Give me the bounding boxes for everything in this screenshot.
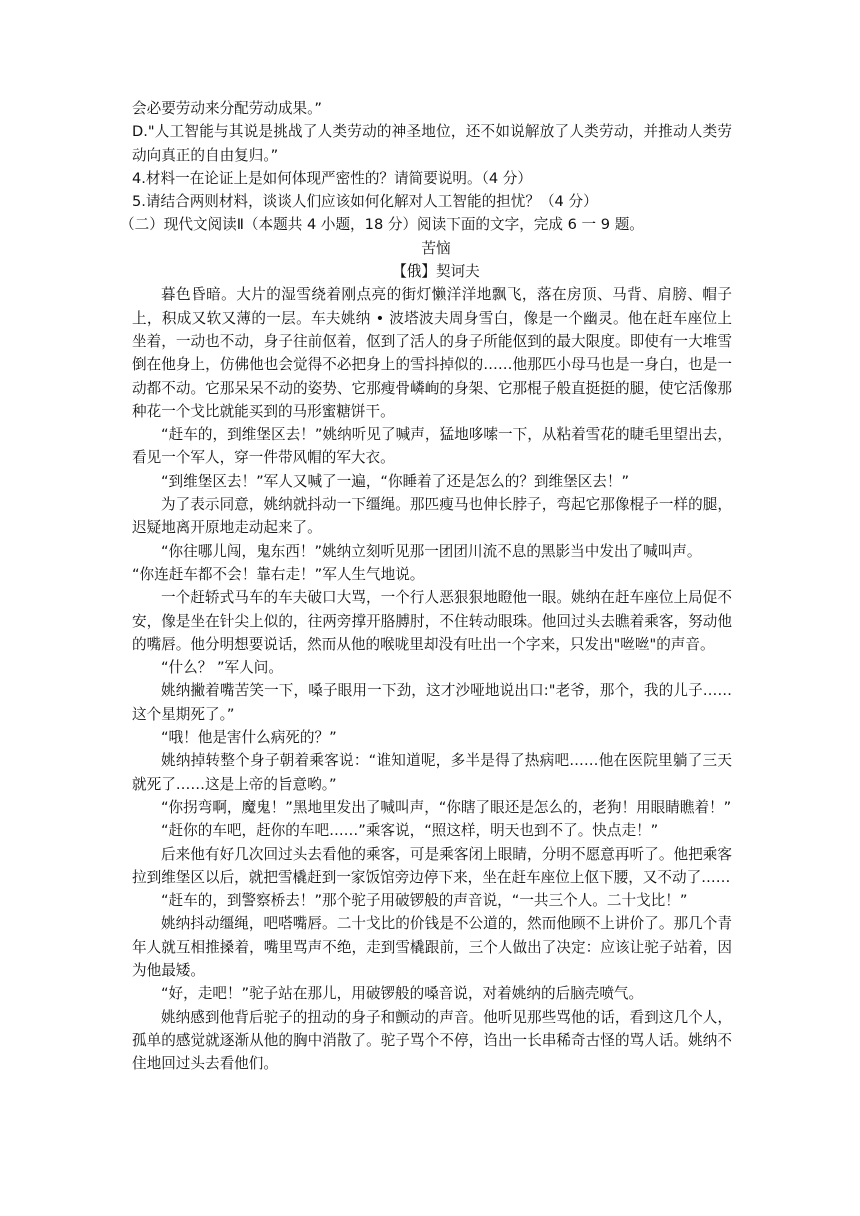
story-author: 【俄】契诃夫 — [392, 263, 480, 281]
story-title: 苦恼 — [421, 239, 451, 257]
paragraph: “什么？ ”军人问。 — [161, 659, 283, 677]
question-5: 5.请结合两则材料，谈谈人们应该如何化解对人工智能的担忧？（4 分） — [132, 193, 598, 211]
paragraph: “赶你的车吧，赶你的车吧……”乘客说，“照这样，明天也到不了。快点走！” — [161, 822, 659, 840]
question-4: 4.材料一在论证上是如何体现严密性的？请简要说明。（4 分） — [132, 169, 532, 187]
paragraph: 姚纳抖动缰绳，吧嗒嘴唇。二十戈比的价钱是不公道的，然而他顾不上讲价了。那几个青年人就互相推搡着，嘴里骂声不绝，走到雪橇跟前，三个人做出了决定：应该让驼子站着，因为他最矮。 — [132, 915, 732, 979]
paragraph: 姚纳掉转整个身子朝着乘客说：“谁知道呢，多半是得了热病吧……他在医院里躺了三天就死了……这是上帝的旨意哟。” — [132, 752, 732, 793]
paragraph: “你连赶车都不会！靠右走！”军人生气地说。 — [132, 565, 425, 583]
paragraph: 后来他有好几次回过头去看他的乘客，可是乘客闭上眼睛，分明不愿意再听了。他把乘客拉到维堡区以后，就把雪橇赶到一家饭馆旁边停下来，坐在赶车座位上伛下腰，又不动了…… — [132, 845, 732, 886]
paragraph: “你拐弯啊，魔鬼！”黑地里发出了喊叫声，“你瞎了眼还是怎么的，老狗！用眼睛瞧着！” — [161, 798, 732, 816]
paragraph: 姚纳感到他背后驼子的扭动的身子和颤动的声音。他听见那些骂他的话，看到这几个人，孤单的感觉就逐渐从他的胸中消散了。驼子骂个不停，诌出一长串稀奇古怪的骂人话。姚纳不住地回过头去看他们。 — [132, 1008, 732, 1073]
paragraph: “赶车的，到维堡区去！”姚纳听见了喊声，猛地哆嗦一下，从粘着雪花的睫毛里望出去，看见一个军人，穿一件带风帽的军大衣。 — [132, 426, 732, 467]
paragraph: 一个赶轿式马车的车夫破口大骂，一个行人恶狠狠地瞪他一眼。姚纳在赶车座位上局促不安，像是坐在针尖上似的，往两旁撑开胳膊肘，不住转动眼珠。他回过头去瞧着乘客，努动他的嘴唇。他分明想要说话，然而从他的喉咙里却没有吐出一个字来，只发出"咝咝"的声音。 — [132, 589, 732, 653]
option-d: D."人工智能与其说是挑战了人类劳动的神圣地位，还不如说解放了人类劳动，并推动人类劳动向真正的自由复归。” — [132, 123, 732, 164]
document-body — [120, 97, 732, 1075]
paragraph: 为了表示同意，姚纳就抖动一下缰绳。那匹瘦马也伸长脖子，弯起它那像棍子一样的腿，迟疑地离开原地走动起来了。 — [132, 496, 732, 537]
paragraph: “赶车的，到警察桥去！”那个驼子用破锣般的声音说，“一共三个人。二十戈比！” — [161, 892, 688, 910]
paragraph: 暮色昏暗。大片的湿雪绕着刚点亮的街灯懒洋洋地飘飞，落在房顶、马背、肩膀、帽子上，积成又软又薄的一层。车夫姚纳 • 波塔波夫周身雪白，像是一个幽灵。他在赶车座位上坐着，一动也不动，身子往前伛着，伛到了活人的身子所能伛到的最大限度。即使有一大堆雪倒在他身上，仿佛他也会觉得不必把身上的雪抖掉似的……他那匹小母马也是一身白，也是一动都不动。它那呆呆不动的姿势、它那瘦骨嶙峋的身架、它那棍子般直挺挺的腿，使它活像那种花一个戈比就能买到的马形蜜糖饼干。 — [132, 286, 732, 420]
paragraph: 姚纳撇着嘴苦笑一下，嗓子眼用一下劲，这才沙哑地说出口:"老爷，那个，我的儿子……这个星期死了。” — [132, 682, 732, 723]
paragraph: “哦！他是害什么病死的？” — [161, 729, 337, 747]
paragraph: “好，走吧！”驼子站在那儿，用破锣般的嗓音说，对着姚纳的后脑壳喷气。 — [161, 985, 644, 1003]
paragraph: “到维堡区去！”军人又喊了一遍，“你睡着了还是怎么的？到维堡区去！” — [161, 472, 630, 490]
paragraph: “你往哪儿闯，鬼东西！”姚纳立刻听见那一团团川流不息的黑影当中发出了喊叫声。 — [161, 542, 702, 560]
option-c-end: 会必要劳动来分配劳动成果。” — [132, 100, 322, 117]
section-heading: （二）现代文阅读Ⅱ（本题共 4 小题，18 分）阅读下面的文字，完成 6 一 9 题。 — [120, 216, 644, 234]
